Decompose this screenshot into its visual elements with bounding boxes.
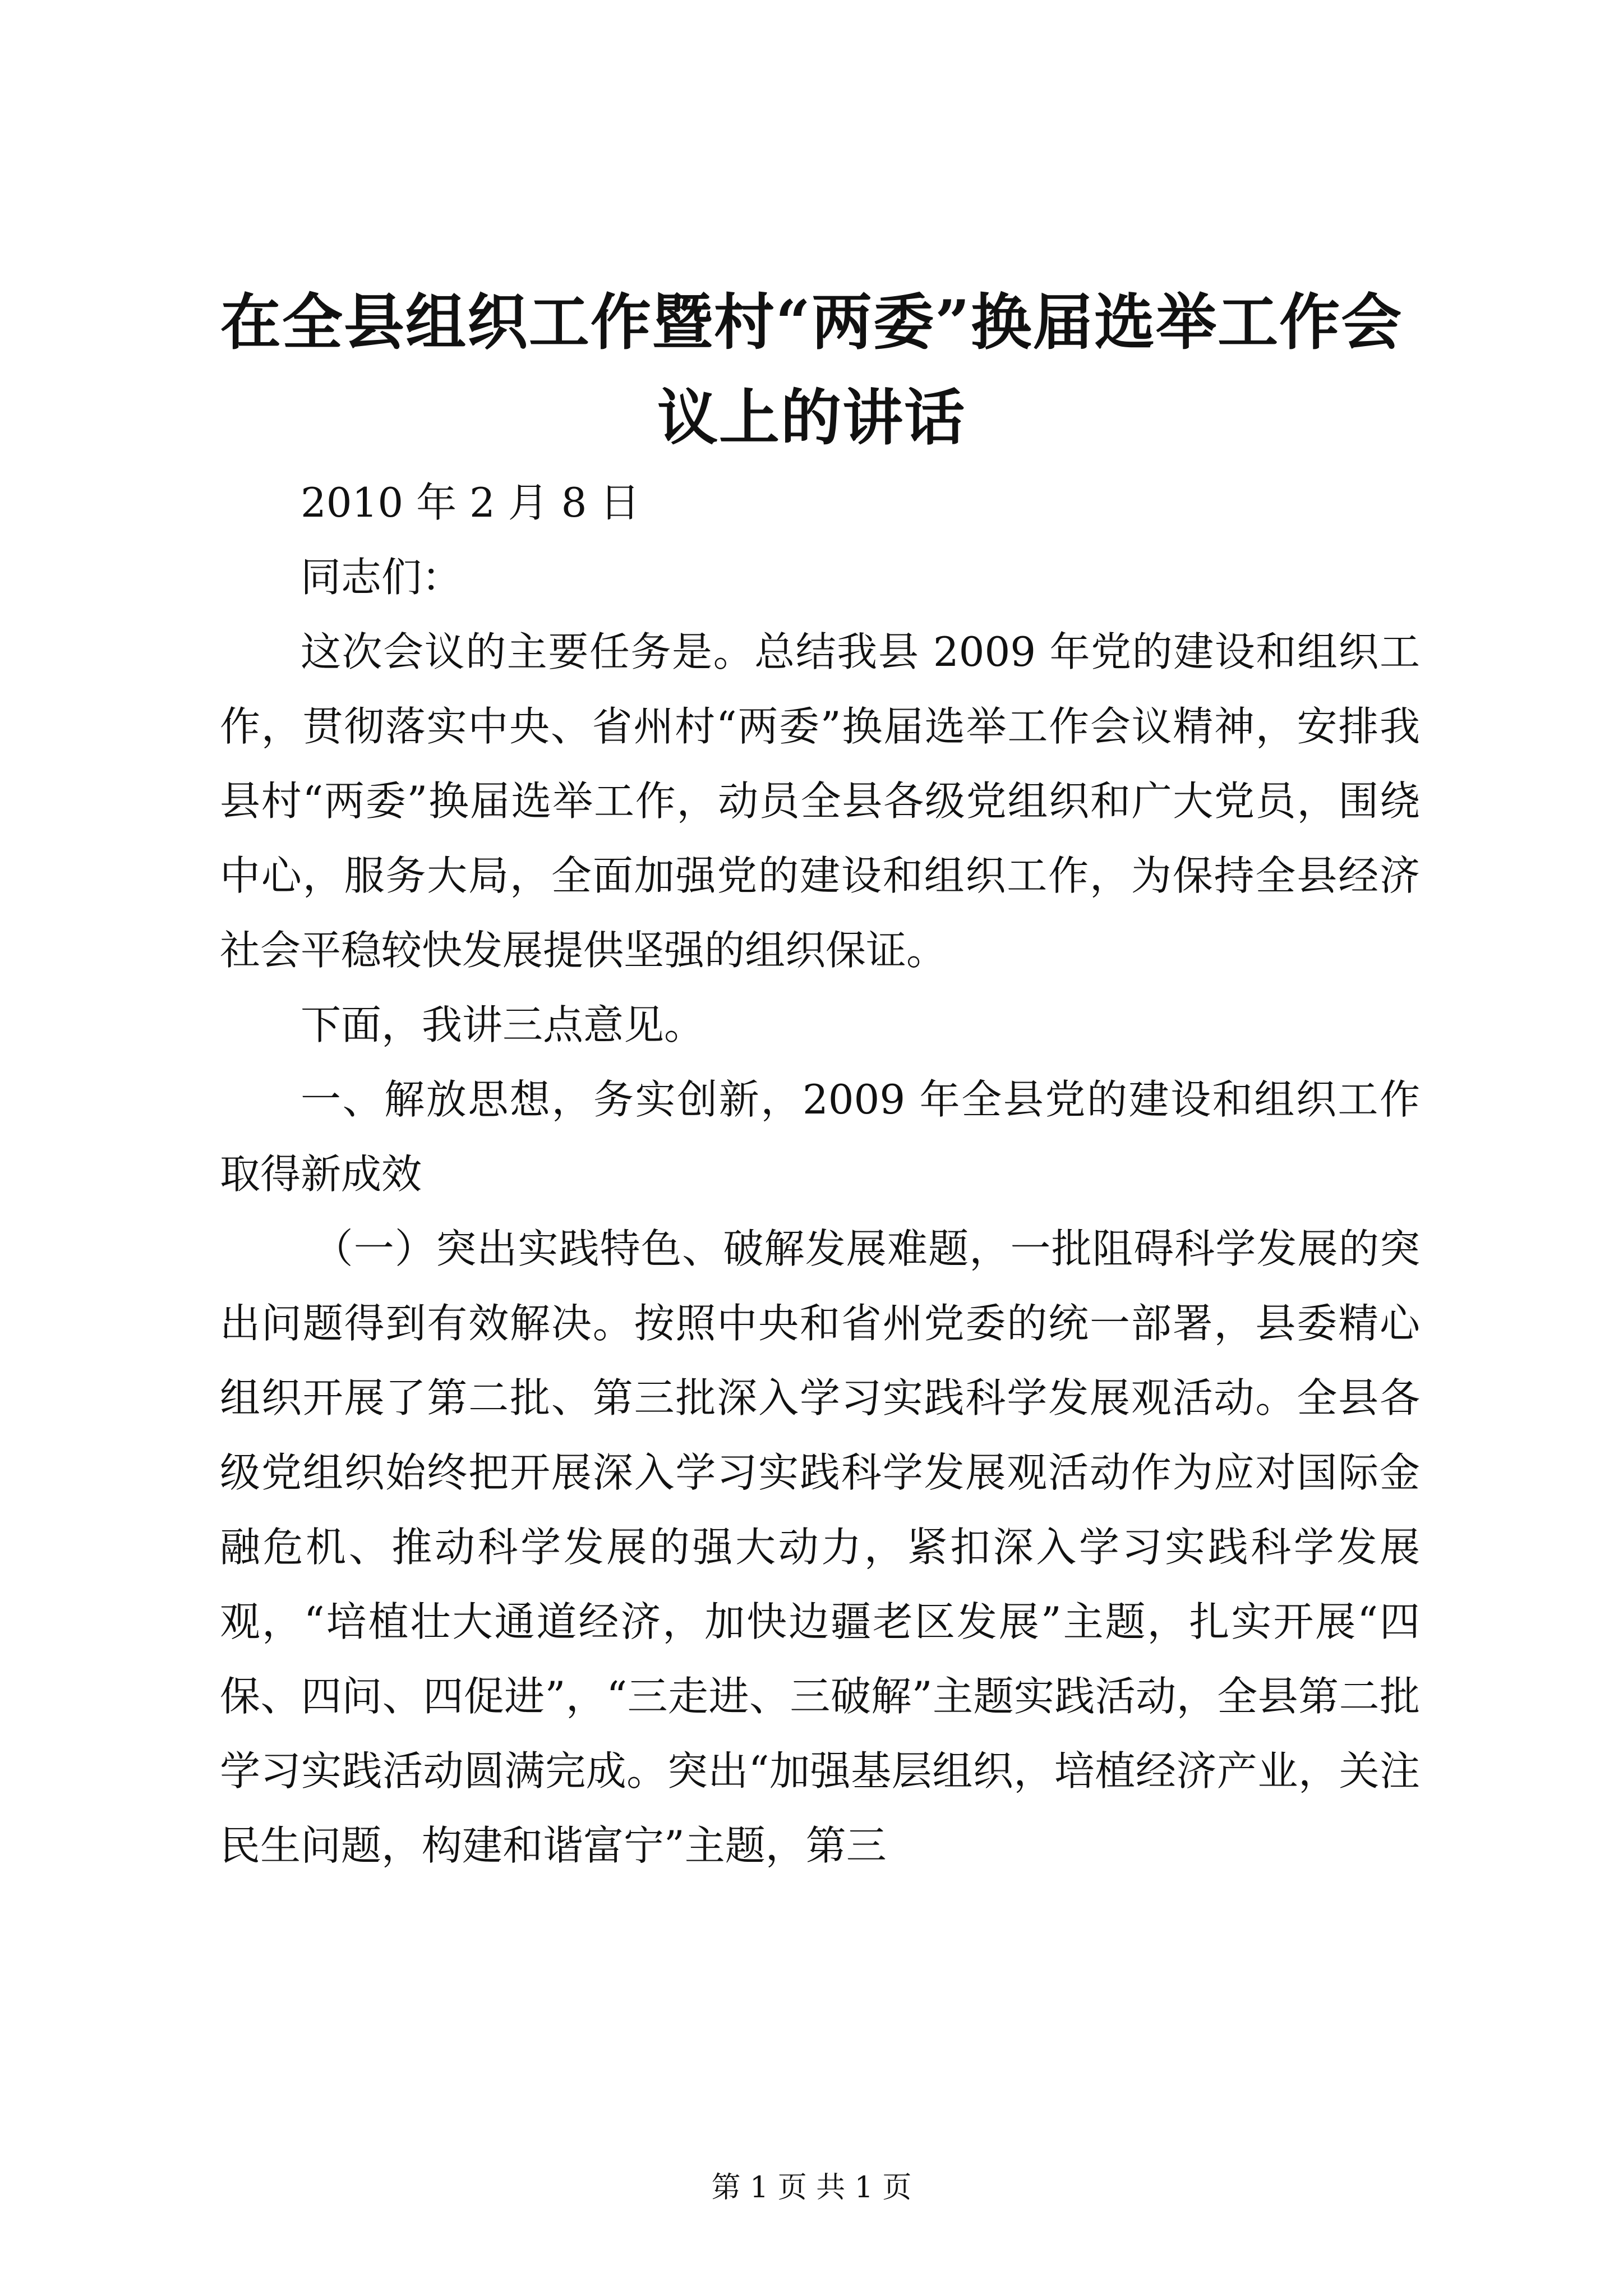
document-title (202, 275, 1421, 466)
paragraph: （一）突出实践特色、破解发展难题，一批阻碍科学发展的突出问题得到有效解决。按照中央和省州党委的统一部署，县委精心组织开展了第二批、第三批深入学习实践科学发展观活动。全县各级党组织始终把开展深入学习实践科学发展观活动作为应对国际金融危机、推动科学发展的强大动力，紧扣深入学习实践科学发展观，“培植壮大通道经济，加快边疆老区发展”主题，扎实开展“四保、四问、四促进”，“三走进、三破解”主题实践活动，全县第二批学习实践活动圆满完成。突出“加强基层组织，培植经济产业，关注民生问题，构建和谐富宁”主题，第三 (220, 1225, 1420, 1869)
document-body (220, 466, 1420, 1883)
page-footer: 第 1 页 共 1 页 (711, 2171, 912, 2205)
title-line-2: 议上的讲话 (657, 383, 966, 453)
title-line-1: 在全县组织工作暨村“两委”换届选举工作会 (220, 287, 1403, 358)
paragraph: 下面，我讲三点意见。 (301, 1001, 705, 1048)
paragraph: 这次会议的主要任务是。总结我县 2009 年党的建设和组织工作，贯彻落实中央、省州村“两委”换届选举工作会议精神，安排我县村“两委”换届选举工作，动员全县各级党组织和广大党员，围绕中心，服务大局，全面加强党的建设和组织工作，为保持全县经济社会平稳较快发展提供坚强的组织保证。 (220, 628, 1420, 974)
section-heading: 一、解放思想，务实创新，2009 年全县党的建设和组织工作取得新成效 (220, 1076, 1420, 1198)
salutation: 同志们： (301, 554, 463, 601)
date-line: 2010 年 2 月 8 日 (301, 479, 640, 526)
